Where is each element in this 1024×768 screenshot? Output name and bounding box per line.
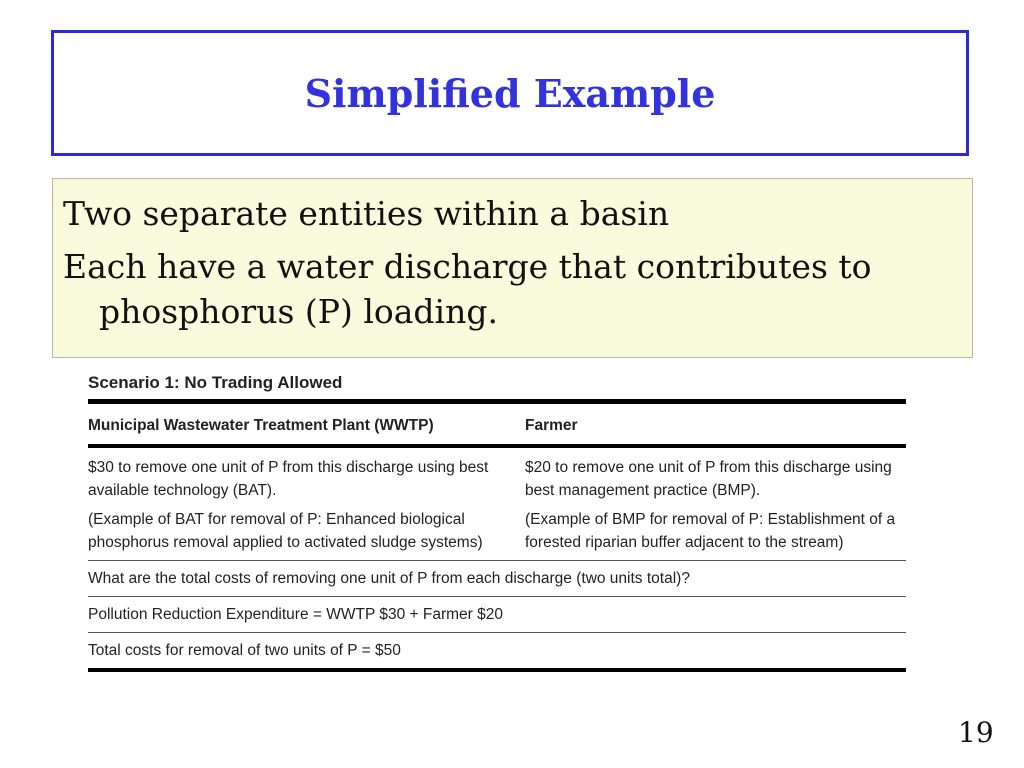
question-row: What are the total costs of removing one unit of P from each discharge (two units total)? bbox=[88, 561, 906, 597]
total-row: Total costs for removal of two units of P = $50 bbox=[88, 633, 906, 672]
table-row bbox=[88, 502, 906, 561]
cell-farmer-cost: $20 to remove one unit of P from this discharge using best management practice (BMP). bbox=[525, 459, 892, 499]
bullet-list bbox=[52, 178, 973, 358]
slide-title: Simplified Example bbox=[304, 70, 716, 116]
bullet-item: Each have a water discharge that contributes to phosphorus (P) loading. bbox=[63, 247, 872, 331]
cell-wwtp-example: (Example of BAT for removal of P: Enhanced biological phosphorus removal applied to activated sludge systems) bbox=[88, 511, 483, 551]
cell-farmer-example: (Example of BMP for removal of P: Establishment of a forested riparian buffer adjacent to the stream) bbox=[525, 511, 896, 551]
table-row bbox=[88, 448, 906, 502]
cell-wwtp-cost: $30 to remove one unit of P from this discharge using best available technology (BAT). bbox=[88, 459, 489, 499]
header-farmer: Farmer bbox=[525, 417, 578, 434]
expenditure-row: Pollution Reduction Expenditure = WWTP $30 + Farmer $20 bbox=[88, 597, 906, 633]
title-box bbox=[51, 30, 969, 156]
bullet-item: Two separate entities within a basin bbox=[63, 194, 670, 233]
table-header-row bbox=[88, 404, 906, 448]
header-wwtp: Municipal Wastewater Treatment Plant (WWTP) bbox=[88, 417, 434, 434]
page-number: 19 bbox=[958, 716, 994, 749]
scenario-table bbox=[88, 372, 906, 672]
scenario-title: Scenario 1: No Trading Allowed bbox=[88, 372, 906, 404]
